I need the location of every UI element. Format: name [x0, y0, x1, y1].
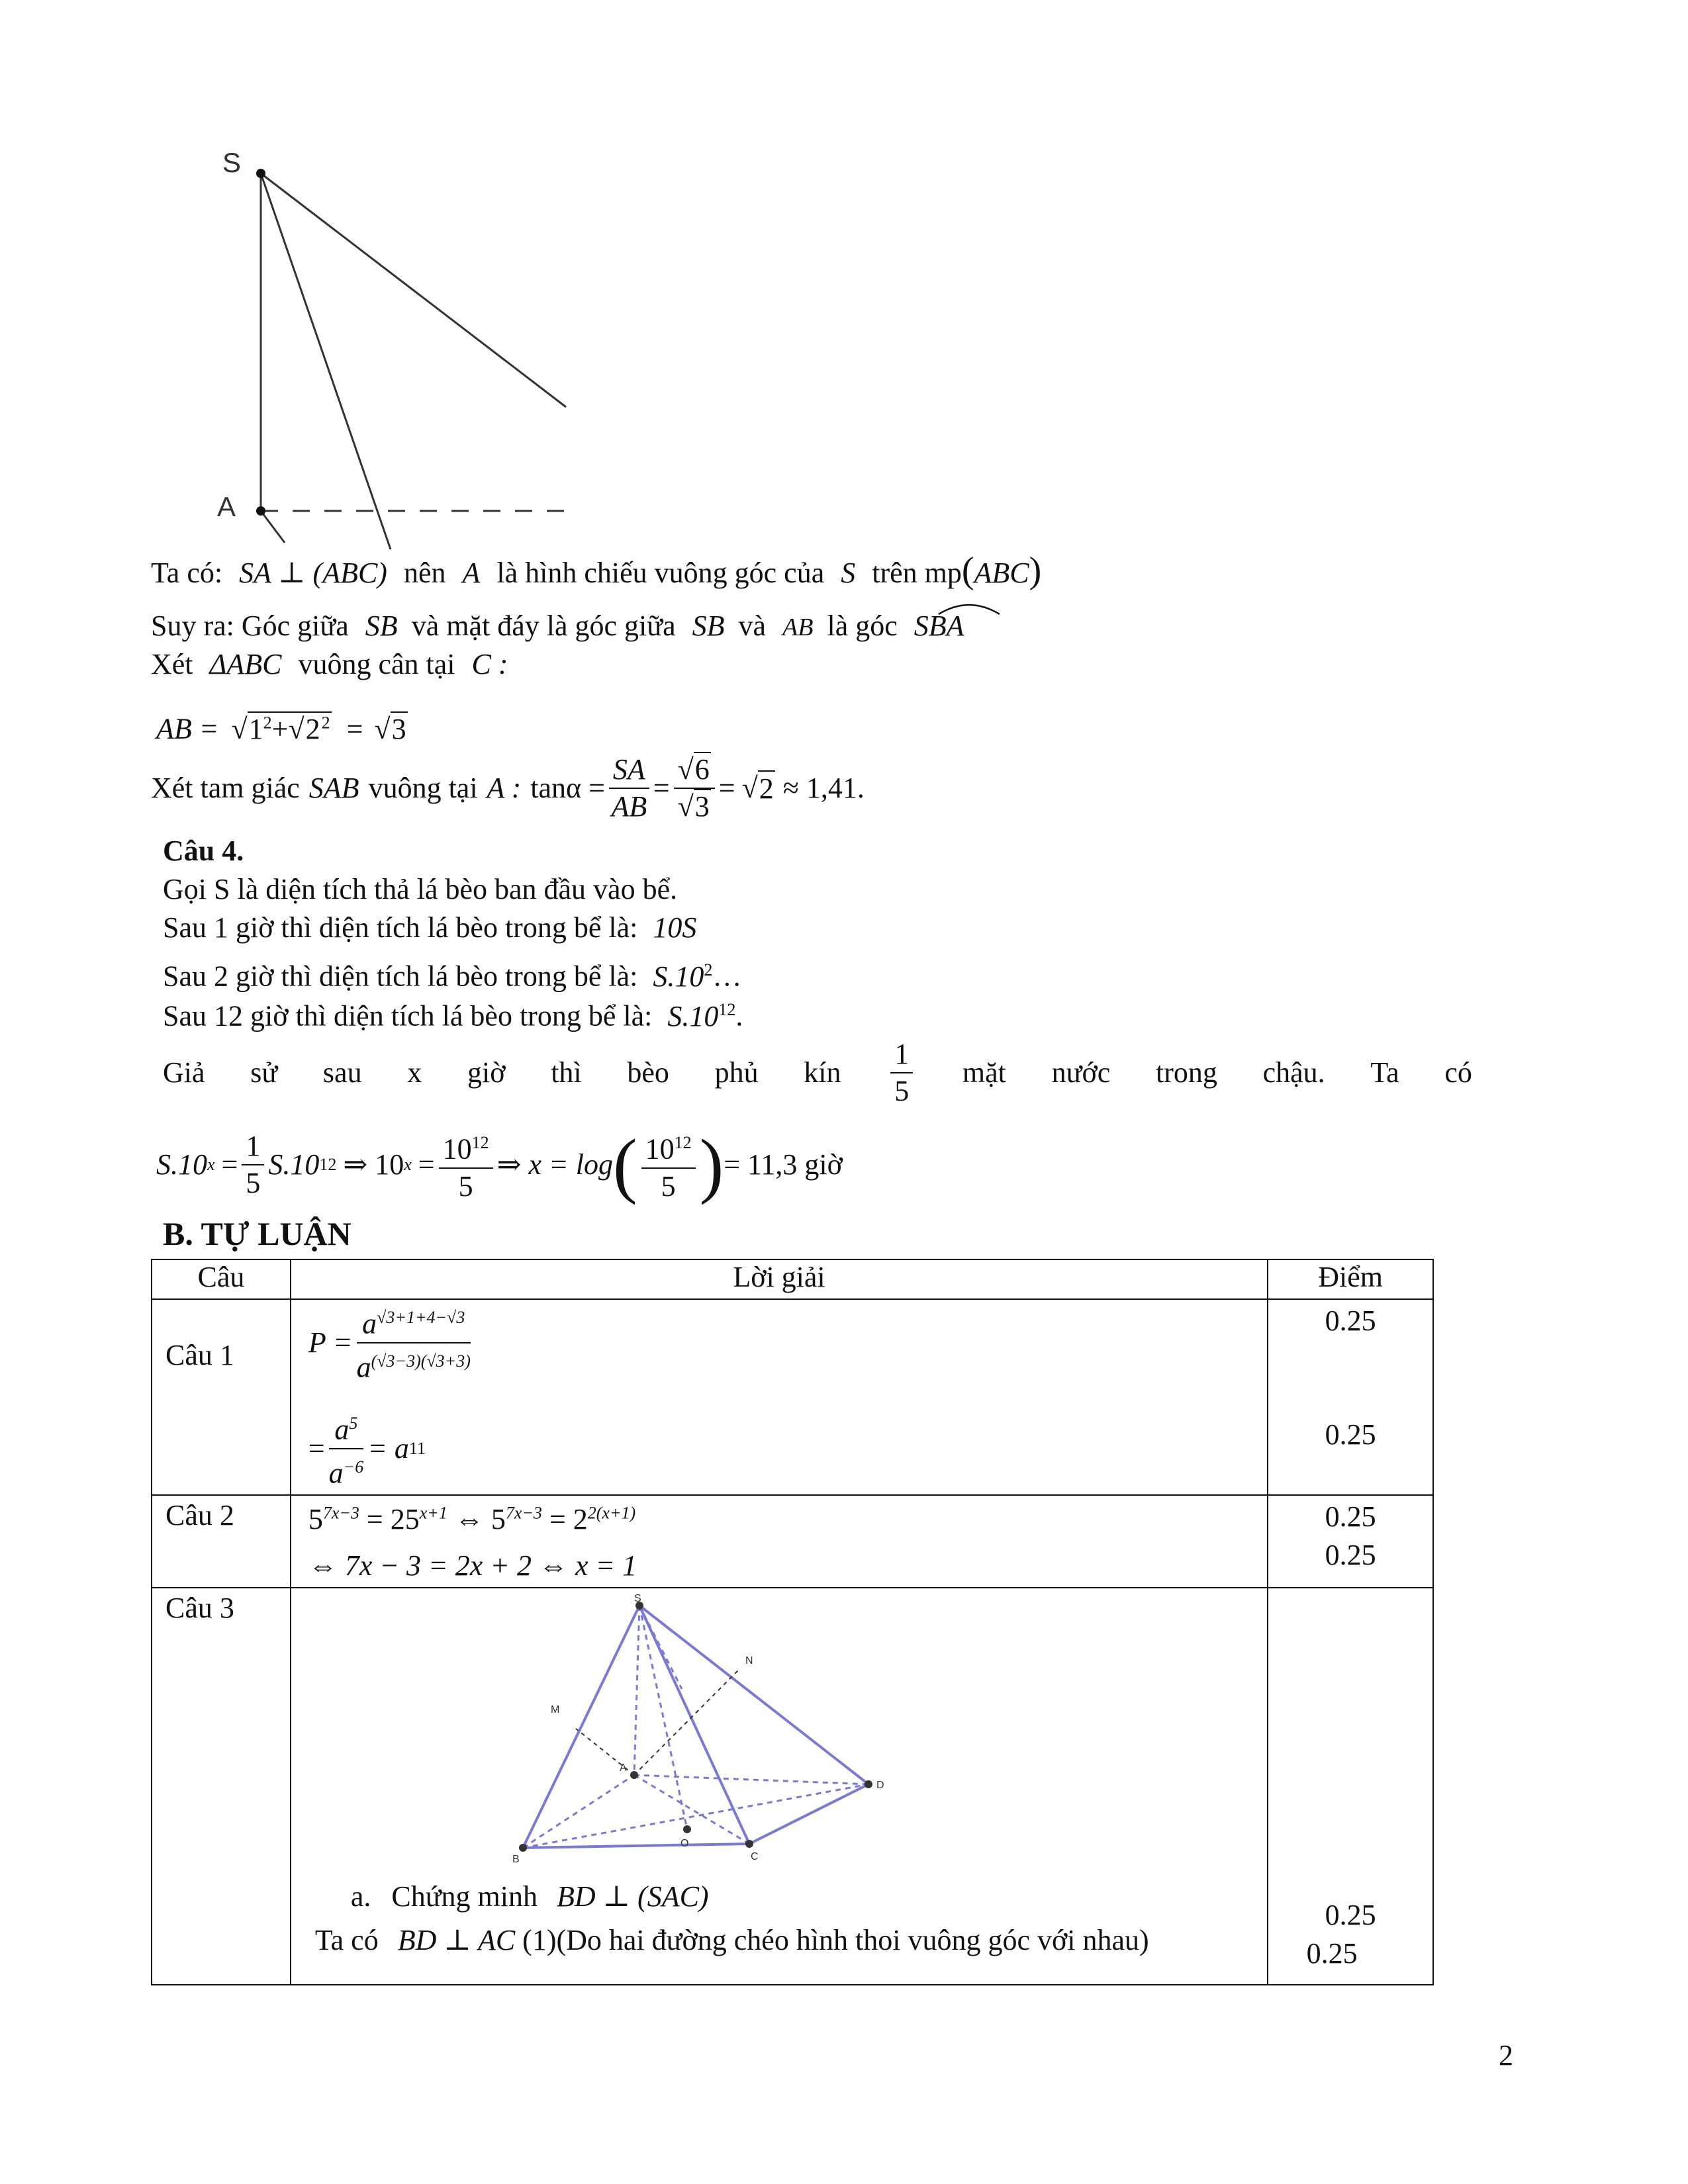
row3-part-b: Ta có BD ⊥ AC (1)(Do hai đường chéo hình thoi vuông góc với nhau): [314, 1924, 1149, 1956]
cau4-title: Câu 4.: [163, 835, 244, 867]
section-b-title: B. TỰ LUẬN: [163, 1215, 352, 1252]
row2-line2: ⇔ 7x − 3 = 2x + 2 ⇔ x = 1: [308, 1549, 637, 1582]
row3-point-1: 0.25: [1325, 1899, 1376, 1931]
line-1: Ta có: SA ⊥ (ABC) nên A là hình chiếu vuông góc của S trên mp(ABC): [151, 550, 1042, 591]
solution-table: [151, 1259, 1434, 1985]
table-header-row: [152, 1259, 1433, 1299]
row1-label: Câu 1: [165, 1339, 234, 1371]
fig-o: O: [680, 1838, 689, 1849]
cau4-p5: Giả sử sau x giờ thì bèo phủ kín $\frac{1}{5}$ mặt nước trong chậu. Ta có: [163, 1038, 1472, 1107]
page-number: 2: [1499, 2039, 1513, 2071]
line-5: Xét tam giác SAB vuông tại A : tanα = $\frac{SA}{AB}$ = $\frac{√6}{√3}$ = √ 2 ≈ 1,41.: [151, 753, 865, 823]
header-cau: Câu: [152, 1259, 291, 1299]
cau4-equation: S.10 x = $\frac{1}{5}$ S.10 12 ⇒ 10 x = $\frac{10^{12}}{5}$ ⇒ x = log ( $\frac{10^{12}}{5}$ ) = 11,3 giờ: [156, 1124, 843, 1205]
line-3: Xét ΔABC vuông cân tại C :: [151, 648, 508, 680]
table-row: [152, 1588, 1433, 1985]
fig-d: D: [876, 1780, 884, 1791]
row1-line2: = $\frac{a^5}{a^{-6}}$ = a 11: [308, 1406, 426, 1491]
header-loi-giai: Lời giải: [291, 1259, 1268, 1299]
table-row: [152, 1299, 1433, 1495]
row2-point-1: 0.25: [1325, 1500, 1376, 1533]
label-a: A: [217, 491, 236, 522]
cau4-p1: Gọi S là diện tích thả lá bèo ban đầu vào bể.: [163, 873, 678, 905]
fig-n: N: [745, 1655, 753, 1666]
row1-point-1: 0.25: [1325, 1304, 1376, 1337]
fig-a: A: [619, 1762, 627, 1774]
fig-m: M: [550, 1704, 560, 1715]
table-row: [152, 1495, 1433, 1588]
row3-part-a: a. Chứng minh BD ⊥ (SAC): [350, 1880, 709, 1913]
line-4: AB = $√1^2+√2^2 = √3$: [156, 712, 406, 745]
header-diem: Điểm: [1268, 1259, 1433, 1299]
fig-s: S: [633, 1593, 641, 1604]
pyramid-figure: [510, 1592, 894, 1870]
cau4-p4: Sau 12 giờ thì diện tích lá bèo trong bể là: $S.10^{12}$.: [163, 999, 743, 1032]
row1-point-2: 0.25: [1325, 1418, 1376, 1451]
row3-point-2: 0.25: [1306, 1937, 1358, 1970]
pyramid-side-figure: [212, 146, 583, 556]
fig-b: B: [512, 1854, 520, 1865]
label-s: S: [222, 147, 242, 178]
row1-line1: P = $\frac{a^{√3+1+4-√3}}{a^{(√3-3)(√3+3)}}$: [308, 1300, 475, 1385]
row2-line1: $5^{7x-3} = 25^{x+1}$ ⇔ $5^{7x-3} = 2^{2(x+1)}$: [308, 1503, 636, 1535]
cau4-p2: Sau 1 giờ thì diện tích lá bèo trong bể là: 10S: [163, 911, 697, 944]
row2-label: Câu 2: [165, 1499, 234, 1531]
row3-label: Câu 3: [165, 1592, 234, 1624]
row2-point-2: 0.25: [1325, 1539, 1376, 1571]
cau4-p3: Sau 2 giờ thì diện tích lá bèo trong bể là: $S.10^2\dots$: [163, 960, 742, 993]
angle-hat: [936, 598, 1002, 615]
line-2: Suy ra: Góc giữa SB và mặt đáy là góc giữa SB và AB là góc SBA: [151, 610, 964, 642]
fig-c: C: [750, 1851, 759, 1862]
